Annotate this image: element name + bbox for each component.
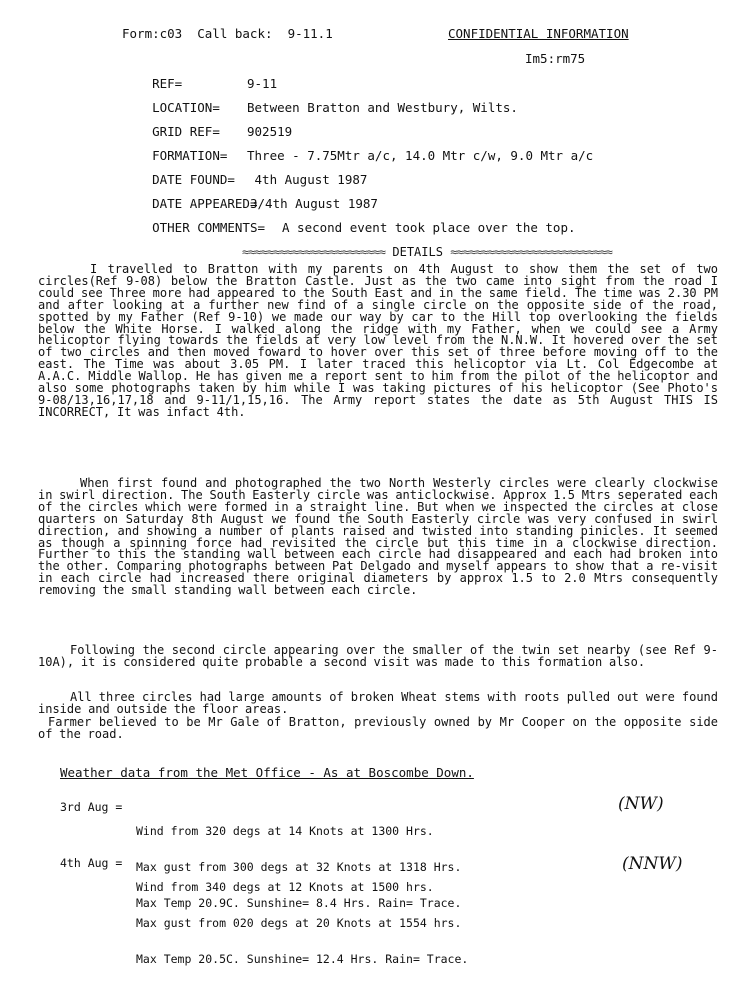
field-value: Three - 7.75Mtr a/c, 14.0 Mtr c/w, 9.0 Mtr a/c — [247, 148, 594, 163]
field-value: Between Bratton and Westbury, Wilts. — [247, 100, 518, 115]
paragraph-text: I travelled to Bratton with my parents on 4th August to show them the set of two circles(Ref 9-08) below the Bratton Castle. Just as the two came into sight from the road I could see Three more had appeared to the South East and in the same field. The time was 2.30 PM and after looking at a further new find of a single circle on the opposite side of the road, spotted by my Father (Ref 9-10) we made our way by car to the Hill top overlooking the fields below the White Horse. I walked along the ridge with my Father, when we could see a Army helicoptor flying towards the fields at very low level from the N.N.W. It hovered over the set of two circles and then moved foward to hover over this set of three before moving off to the east. The Time was about 3.05 PM. I later traced this helicoptor via Lt. Col Edgecombe at A.A.C. Middle Wallop. He has given me a report sent to him from the pilot of the helicoptor and also some photographs taken by him while I was taking pictures of his helicoptor (See Photo's 9-08/13,16,17,18 and 9-11/1,15,16. The Army report states the date as 5th August THIS IS INCORRECT, It was infact 4th. — [38, 262, 718, 419]
weather-line: Max Temp 20.5C. Sunshine= 12.4 Hrs. Rain= Trace. — [136, 952, 469, 966]
field-label: GRID REF= — [152, 124, 220, 139]
field-value: 9-11 — [247, 76, 278, 91]
weather-date-label: 3rd Aug = — [60, 800, 123, 814]
paragraph-text: Following the second circle appearing over the smaller of the twin set nearby (see Ref 9-10A), it is considered quite probable a second visit was made to this formation also. — [38, 643, 718, 669]
field-label: DATE FOUND= — [152, 172, 235, 187]
details-rule-right: ≈≈≈≈≈≈≈≈≈≈≈≈≈≈≈≈≈≈≈≈≈≈≈≈≈≈ — [450, 245, 613, 259]
field-label: REF= — [152, 76, 183, 91]
paragraph-3 — [38, 645, 718, 669]
field-value: 3/4th August 1987 — [250, 196, 378, 211]
weather-line: Wind from 320 degs at 14 Knots at 1300 Hrs. — [136, 824, 434, 838]
handwritten-note-nnw: (NNW) — [622, 854, 683, 874]
field-value: 902519 — [247, 124, 293, 139]
weather-line: Max gust from 020 degs at 20 Knots at 1554 hrs. — [136, 916, 462, 930]
field-value: A second event took place over the top. — [282, 220, 576, 235]
details-heading — [172, 246, 682, 258]
paragraph-5 — [38, 717, 718, 741]
confidential-heading: CONFIDENTIAL INFORMATION — [448, 26, 629, 41]
paragraph-text: When first found and photographed the two North Westerly circles were clearly clockwise in swirl direction. The South Easterly circle was anticlockwise. Approx 1.5 Mtrs seperated each of the circles which were formed in a straight line. But when we inspected the circles at close quarters on Saturday 8th August we found the South Easterly circle was very confused in swirl direction, and showing a number of plants raised and twisted into standing pinicles. It seemed as though a spinning force had revisited the circle but this time in a clockwise direction. Further to this the standing wall between each circle had disappeared and each had broken into the other. Comparing photographs between Pat Delgado and myself appears to show that a re-visit in each circle had increased there original diameters by approx 1.5 to 2.0 Mtrs consequently removing the small standing wall between each circle. — [38, 476, 718, 598]
field-label: DATE APPEARED= — [152, 196, 258, 211]
paragraph-1 — [38, 264, 718, 419]
paragraph-4 — [38, 692, 718, 716]
weather-heading: Weather data from the Met Office - As at Boscombe Down. — [60, 765, 474, 780]
weather-date-label: 4th Aug = — [60, 856, 123, 870]
weather-line: Max gust from 300 degs at 32 Knots at 1318 Hrs. — [136, 860, 462, 874]
paragraph-text: All three circles had large amounts of broken Wheat stems with roots pulled out were found inside and outside the floor areas. — [38, 690, 718, 716]
weather-line: Wind from 340 degs at 12 Knots at 1500 hrs. — [136, 880, 434, 894]
handwritten-note-nw: (NW) — [618, 794, 664, 814]
details-title: DETAILS — [392, 245, 443, 259]
paragraph-text: Farmer believed to be Mr Gale of Bratton, previously owned by Mr Cooper on the opposite side of the road. — [38, 715, 718, 741]
field-value: 4th August 1987 — [247, 172, 368, 187]
form-line: Form:c03 Call back: 9-11.1 — [122, 26, 333, 41]
details-rule-left: ≈≈≈≈≈≈≈≈≈≈≈≈≈≈≈≈≈≈≈≈≈≈≈ — [241, 245, 386, 259]
field-other-comments — [122, 210, 576, 246]
field-label: FORMATION= — [152, 148, 228, 163]
weather-line: Max Temp 20.9C. Sunshine= 8.4 Hrs. Rain= Trace. — [136, 896, 462, 910]
reference-code: Im5:rm75 — [525, 51, 586, 66]
paragraph-2 — [38, 478, 718, 597]
field-label: LOCATION= — [152, 100, 220, 115]
field-label: OTHER COMMENTS= — [152, 220, 265, 235]
